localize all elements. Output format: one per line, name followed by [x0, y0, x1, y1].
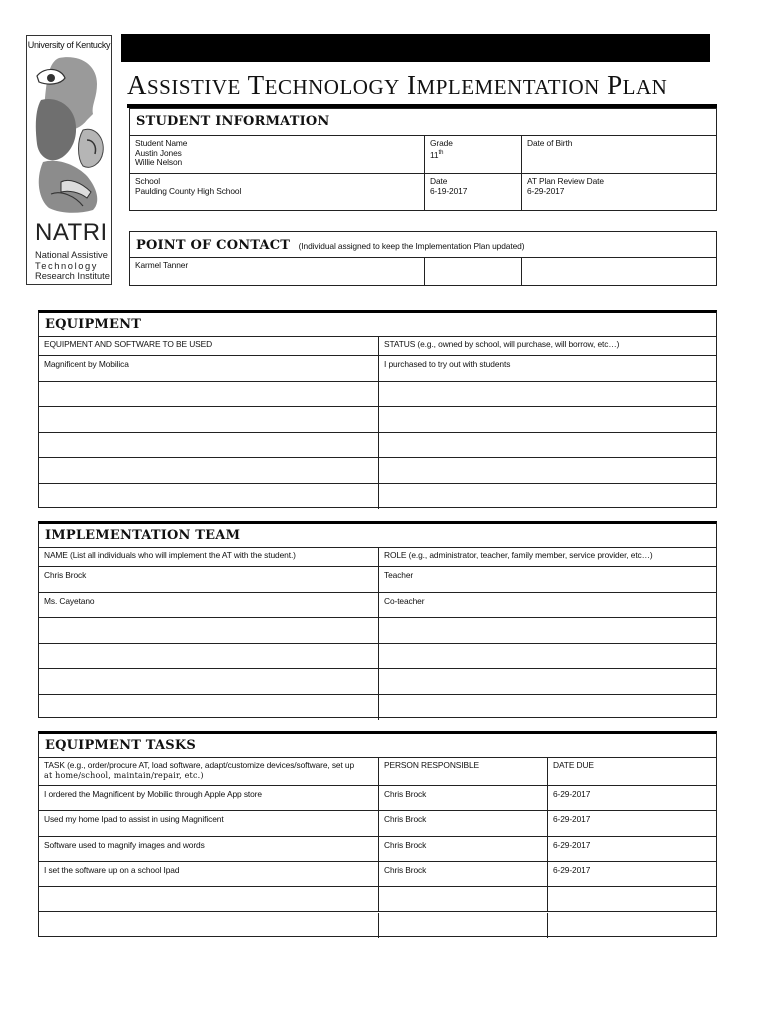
- grade-label: Grade: [430, 138, 453, 148]
- grade-suffix: th: [438, 149, 444, 156]
- review-date-label: AT Plan Review Date: [527, 176, 604, 186]
- natri-logo: [26, 35, 112, 285]
- section-heading: EQUIPMENT TASKS: [39, 734, 716, 758]
- task-cell: Used my home Ipad to assist in using Magnificent: [39, 811, 379, 836]
- task-cell: I ordered the Magnificent by Mobilic through Apple App store: [39, 786, 379, 811]
- team-role-cell: [379, 644, 716, 670]
- title-word-3-cap: I: [407, 70, 417, 100]
- task-col-header-line-1: TASK (e.g., order/procure AT, load software, adapt/customize devices/software, set up: [44, 760, 355, 770]
- equipment-cell: [39, 458, 379, 484]
- person-col-header: PERSON RESPONSIBLE: [379, 758, 548, 786]
- task-cell: [39, 887, 379, 912]
- task-col-header-line-2: at home/school, maintain/repair, etc.): [44, 770, 204, 780]
- institute-line-3: Research Institute: [35, 271, 110, 281]
- implementation-team-section: [38, 521, 717, 718]
- team-name-cell: [39, 695, 379, 721]
- date-value: 6-19-2017: [430, 185, 468, 196]
- student-name-cell: [130, 136, 425, 174]
- poc-empty-cell-2: [522, 258, 716, 286]
- status-cell: [379, 433, 716, 459]
- team-role-cell: [379, 669, 716, 695]
- poc-heading: POINT OF CONTACT: [136, 238, 291, 253]
- role-col-header: ROLE (e.g., administrator, teacher, family member, service provider, etc…): [379, 548, 716, 567]
- team-name-cell: [39, 618, 379, 644]
- school-value: Paulding County High School: [135, 185, 242, 196]
- date-due-cell: 6-29-2017: [548, 811, 716, 836]
- title-word-3-rest: MPLEMENTATION: [416, 75, 600, 99]
- poc-heading-row: [130, 232, 716, 258]
- task-cell: Software used to magnify images and words: [39, 837, 379, 862]
- institute-name: [35, 250, 110, 282]
- team-role-cell: [379, 695, 716, 721]
- date-due-col-header: DATE DUE: [548, 758, 716, 786]
- poc-name-cell: Karmel Tanner: [130, 258, 425, 286]
- student-name-1: Austin Jones: [135, 147, 182, 158]
- student-name-2: Willie Nelson: [135, 157, 183, 167]
- point-of-contact-section: [129, 231, 717, 286]
- person-responsible-cell: Chris Brock: [379, 837, 548, 862]
- date-due-cell: 6-29-2017: [548, 862, 716, 887]
- school-label: School: [135, 176, 161, 186]
- equipment-cell: [39, 382, 379, 408]
- faces-illustration-icon: [31, 54, 107, 216]
- person-responsible-cell: Chris Brock: [379, 811, 548, 836]
- title-word-4-cap: P: [607, 70, 623, 100]
- university-name: University of Kentucky: [27, 40, 111, 50]
- person-responsible-cell: [379, 913, 548, 938]
- status-col-header: STATUS (e.g., owned by school, will purchase, will borrow, etc…): [379, 337, 716, 356]
- poc-note: (Individual assigned to keep the Implementation Plan updated): [298, 241, 525, 251]
- institute-line-1: National Assistive: [35, 250, 108, 260]
- equipment-cell: Magnificent by Mobilica: [39, 356, 379, 382]
- team-name-cell: Ms. Cayetano: [39, 593, 379, 619]
- task-col-header: [39, 758, 379, 786]
- dob-label: Date of Birth: [527, 138, 573, 148]
- dob-cell: [522, 136, 716, 174]
- name-col-header: NAME (List all individuals who will implement the AT with the student.): [39, 548, 379, 567]
- status-cell: [379, 382, 716, 408]
- status-cell: I purchased to try out with students: [379, 356, 716, 382]
- review-date-value: 6-29-2017: [527, 185, 565, 196]
- grade-cell: [425, 136, 522, 174]
- grade-value-wrap: [430, 149, 516, 160]
- title-word-1-rest: SSISTIVE: [147, 75, 241, 99]
- team-name-cell: Chris Brock: [39, 567, 379, 593]
- team-name-cell: [39, 644, 379, 670]
- equipment-tasks-section: [38, 731, 717, 937]
- section-heading: EQUIPMENT: [39, 313, 716, 337]
- date-cell: [425, 174, 522, 211]
- equipment-section: [38, 310, 717, 508]
- header-bar: [121, 34, 710, 62]
- status-cell: [379, 407, 716, 433]
- grade-value: 11: [430, 149, 439, 160]
- status-cell: [379, 458, 716, 484]
- school-cell: [130, 174, 425, 211]
- review-date-cell: [522, 174, 716, 211]
- date-due-cell: [548, 913, 716, 938]
- student-information-section: [129, 108, 717, 211]
- title-word-2-rest: ECHNOLOGY: [264, 75, 400, 99]
- student-name-label: Student Name: [135, 138, 188, 148]
- team-role-cell: [379, 618, 716, 644]
- team-name-cell: [39, 669, 379, 695]
- equipment-col-header: EQUIPMENT AND SOFTWARE TO BE USED: [39, 337, 379, 356]
- equipment-cell: [39, 407, 379, 433]
- person-responsible-cell: Chris Brock: [379, 786, 548, 811]
- date-due-cell: 6-29-2017: [548, 837, 716, 862]
- task-cell: I set the software up on a school Ipad: [39, 862, 379, 887]
- person-responsible-cell: [379, 887, 548, 912]
- natri-acronym: NATRI: [35, 219, 108, 246]
- team-role-cell: Co-teacher: [379, 593, 716, 619]
- title-word-4-rest: LAN: [622, 75, 668, 99]
- poc-empty-cell-1: [425, 258, 522, 286]
- date-due-cell: [548, 887, 716, 912]
- date-label: Date: [430, 176, 448, 186]
- person-responsible-cell: Chris Brock: [379, 862, 548, 887]
- team-role-cell: Teacher: [379, 567, 716, 593]
- date-due-cell: 6-29-2017: [548, 786, 716, 811]
- institute-line-2: Technology: [35, 260, 99, 271]
- section-heading: IMPLEMENTATION TEAM: [39, 524, 716, 548]
- task-cell: [39, 913, 379, 938]
- section-heading: STUDENT INFORMATION: [130, 109, 716, 136]
- page-title: [127, 70, 667, 101]
- status-cell: [379, 484, 716, 510]
- equipment-cell: [39, 433, 379, 459]
- title-word-2-cap: T: [247, 70, 265, 100]
- title-word-1-cap: A: [127, 70, 147, 100]
- equipment-cell: [39, 484, 379, 510]
